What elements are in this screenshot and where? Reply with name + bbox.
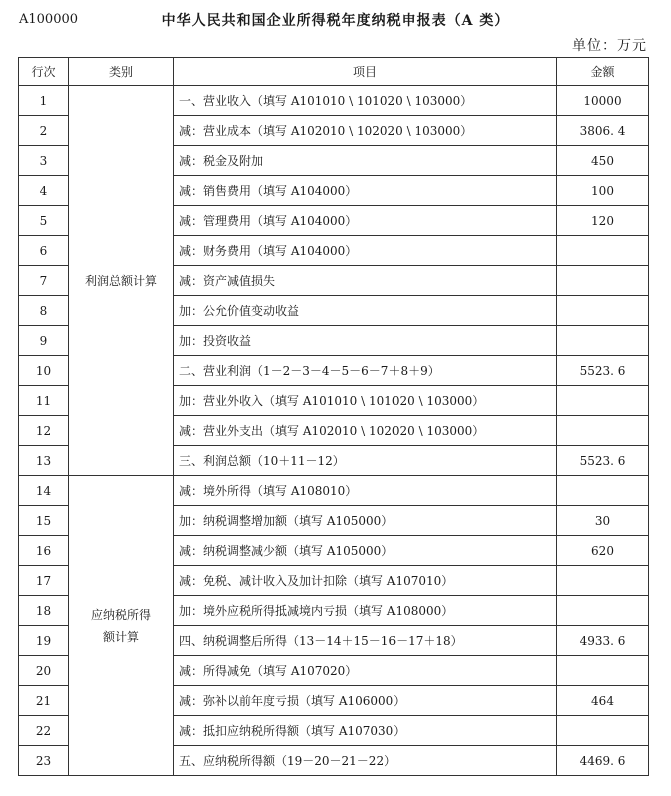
amount-cell [557, 326, 649, 356]
table-body [19, 86, 649, 776]
row-number: 15 [19, 506, 69, 536]
item-cell: 减：弥补以前年度亏损（填写 A106000） [174, 686, 557, 716]
category-cell: 应纳税所得 额计算 [69, 476, 174, 776]
amount-cell: 450 [557, 146, 649, 176]
row-number: 3 [19, 146, 69, 176]
table-row [19, 476, 649, 506]
row-number: 7 [19, 266, 69, 296]
item-cell: 二、营业利润（1－2－3－4－5－6－7＋8＋9） [174, 356, 557, 386]
item-cell: 减：纳税调整减少额（填写 A105000） [174, 536, 557, 566]
item-cell: 减：管理费用（填写 A104000） [174, 206, 557, 236]
item-cell: 减：营业外支出（填写 A102010 \ 102020 \ 103000） [174, 416, 557, 446]
amount-cell: 120 [557, 206, 649, 236]
amount-cell: 3806. 4 [557, 116, 649, 146]
row-number: 14 [19, 476, 69, 506]
amount-cell: 4469. 6 [557, 746, 649, 776]
amount-cell [557, 566, 649, 596]
row-number: 5 [19, 206, 69, 236]
page-title: 中华人民共和国企业所得税年度纳税申报表（A 类） [161, 13, 510, 29]
item-cell: 四、纳税调整后所得（13－14＋15－16－17＋18） [174, 626, 557, 656]
item-cell: 三、利润总额（10＋11－12） [174, 446, 557, 476]
item-cell: 减：资产减值损失 [174, 266, 557, 296]
item-cell: 一、营业收入（填写 A101010 \ 101020 \ 103000） [174, 86, 557, 116]
row-number: 16 [19, 536, 69, 566]
item-cell: 减：境外所得（填写 A108010） [174, 476, 557, 506]
item-cell: 减：抵扣应纳税所得额（填写 A107030） [174, 716, 557, 746]
item-cell: 加：纳税调整增加额（填写 A105000） [174, 506, 557, 536]
row-number: 19 [19, 626, 69, 656]
unit-label: 单位：万元 [572, 38, 647, 54]
amount-cell: 464 [557, 686, 649, 716]
item-cell: 五、应纳税所得额（19－20－21－22） [174, 746, 557, 776]
row-number: 11 [19, 386, 69, 416]
row-number: 23 [19, 746, 69, 776]
amount-cell: 5523. 6 [557, 446, 649, 476]
amount-cell [557, 656, 649, 686]
table-header [19, 58, 649, 86]
amount-cell: 10000 [557, 86, 649, 116]
amount-cell: 620 [557, 536, 649, 566]
amount-cell [557, 236, 649, 266]
row-number: 1 [19, 86, 69, 116]
row-number: 18 [19, 596, 69, 626]
amount-cell [557, 416, 649, 446]
amount-cell: 5523. 6 [557, 356, 649, 386]
row-number: 21 [19, 686, 69, 716]
header-category: 类别 [69, 58, 174, 86]
item-cell: 加：公允价值变动收益 [174, 296, 557, 326]
row-number: 8 [19, 296, 69, 326]
amount-cell [557, 296, 649, 326]
tax-return-table [18, 57, 649, 776]
category-cell: 利润总额计算 [69, 86, 174, 476]
table-row [19, 86, 649, 116]
item-cell: 减：财务费用（填写 A104000） [174, 236, 557, 266]
amount-cell [557, 386, 649, 416]
amount-cell [557, 596, 649, 626]
item-cell: 减：销售费用（填写 A104000） [174, 176, 557, 206]
row-number: 22 [19, 716, 69, 746]
item-cell: 减：所得减免（填写 A107020） [174, 656, 557, 686]
form-code: A100000 [19, 12, 79, 27]
row-number: 10 [19, 356, 69, 386]
row-number: 9 [19, 326, 69, 356]
row-number: 20 [19, 656, 69, 686]
header-item: 项目 [174, 58, 557, 86]
row-number: 13 [19, 446, 69, 476]
amount-cell: 100 [557, 176, 649, 206]
item-cell: 加：境外应税所得抵减境内亏损（填写 A108000） [174, 596, 557, 626]
row-number: 17 [19, 566, 69, 596]
amount-cell [557, 266, 649, 296]
item-cell: 减：免税、减计收入及加计扣除（填写 A107010） [174, 566, 557, 596]
header-row [19, 58, 649, 86]
header-row-number: 行次 [19, 58, 69, 86]
amount-cell: 30 [557, 506, 649, 536]
item-cell: 加：营业外收入（填写 A101010 \ 101020 \ 103000） [174, 386, 557, 416]
row-number: 12 [19, 416, 69, 446]
row-number: 6 [19, 236, 69, 266]
row-number: 2 [19, 116, 69, 146]
amount-cell: 4933. 6 [557, 626, 649, 656]
amount-cell [557, 476, 649, 506]
item-cell: 减：税金及附加 [174, 146, 557, 176]
amount-cell [557, 716, 649, 746]
item-cell: 加：投资收益 [174, 326, 557, 356]
header-amount: 金额 [557, 58, 649, 86]
row-number: 4 [19, 176, 69, 206]
item-cell: 减：营业成本（填写 A102010 \ 102020 \ 103000） [174, 116, 557, 146]
